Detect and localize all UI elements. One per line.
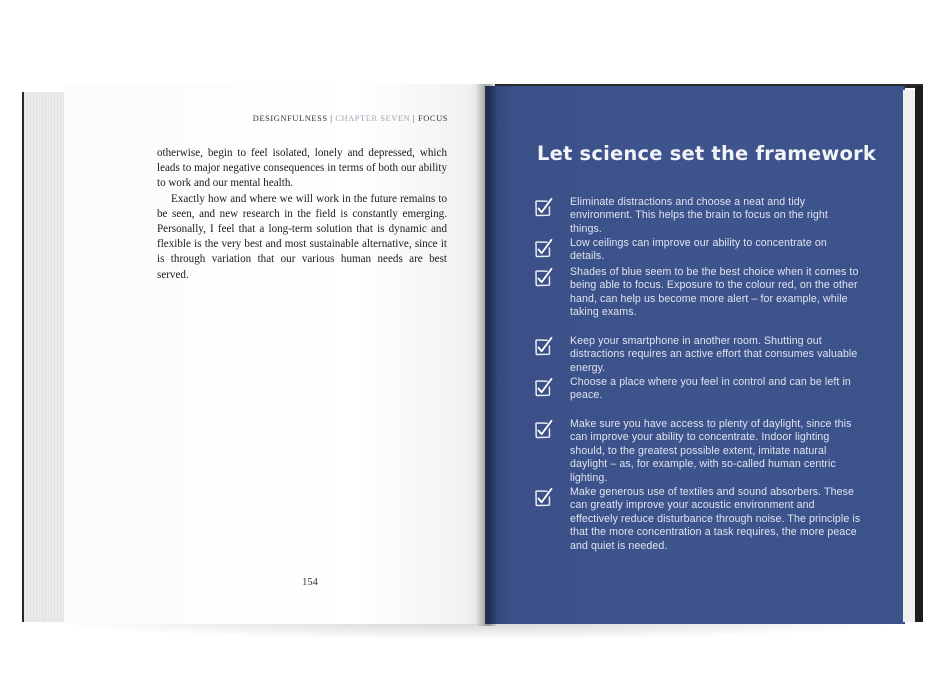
checklist-item-text: Eliminate distractions and choose a neat and tidy environment. This helps the brain to focus on the right things. xyxy=(570,196,828,235)
checklist-item-text: Make sure you have access to plenty of daylight, since this can improve your ability to concentrate. Indoor lighting should, to the greatest possible extent, imitate natural daylight – as, for example, with so-called human centric lighting. xyxy=(570,418,852,484)
paragraph: Exactly how and where we will work in the future remains to be seen, and new research in the field is constantly emerging. Personally, I feel that a long-term solution that is dynamic and flexible is the very best and most sustainable alternative, since it is through variation that our various human needs are best served. xyxy=(157,192,447,281)
checkbox-checked-icon xyxy=(533,239,553,259)
checkbox-checked-icon xyxy=(533,488,553,508)
page-heading: Let science set the framework xyxy=(537,142,877,165)
book-gutter xyxy=(476,84,498,626)
paragraph: otherwise, begin to feel isolated, lonely and depressed, which leads to major negative consequences in terms of both our ability to work and our mental health. xyxy=(157,147,447,190)
running-head-book-title: DESIGNFULNESS | xyxy=(252,114,333,123)
checklist-item-text: Keep your smartphone in another room. Shutting out distractions requires an active effort that consumes valuable energy. xyxy=(570,335,858,374)
running-head xyxy=(158,114,448,123)
checkbox-checked-icon xyxy=(533,268,553,288)
checklist-item-text: Low ceilings can improve our ability to concentrate on details. xyxy=(570,237,827,263)
checkbox-checked-icon xyxy=(533,378,553,398)
checkbox-checked-icon xyxy=(533,420,553,440)
checklist-item-text: Make generous use of textiles and sound absorbers. These can greatly improve your acoustic environment and effectively reduce disturbance through noise. The principle is that the more concentration a task requires, the more peace and quiet is needed. xyxy=(570,486,861,552)
checklist-item-text: Shades of blue seem to be the best choice when it comes to being able to focus. Exposure to the colour red, on the other hand, can help us become more alert – for example, while taking exams. xyxy=(570,266,859,319)
checklist-item-text: Choose a place where you feel in control and can be left in peace. xyxy=(570,376,851,402)
running-head-chapter: CHAPTER SEVEN xyxy=(335,114,411,123)
checkbox-checked-icon xyxy=(533,198,553,218)
page-number: 154 xyxy=(302,577,318,588)
right-cover-edge xyxy=(915,86,923,622)
running-head-section: | FOCUS xyxy=(413,114,448,123)
left-page-body xyxy=(157,146,447,283)
checkbox-checked-icon xyxy=(533,337,553,357)
